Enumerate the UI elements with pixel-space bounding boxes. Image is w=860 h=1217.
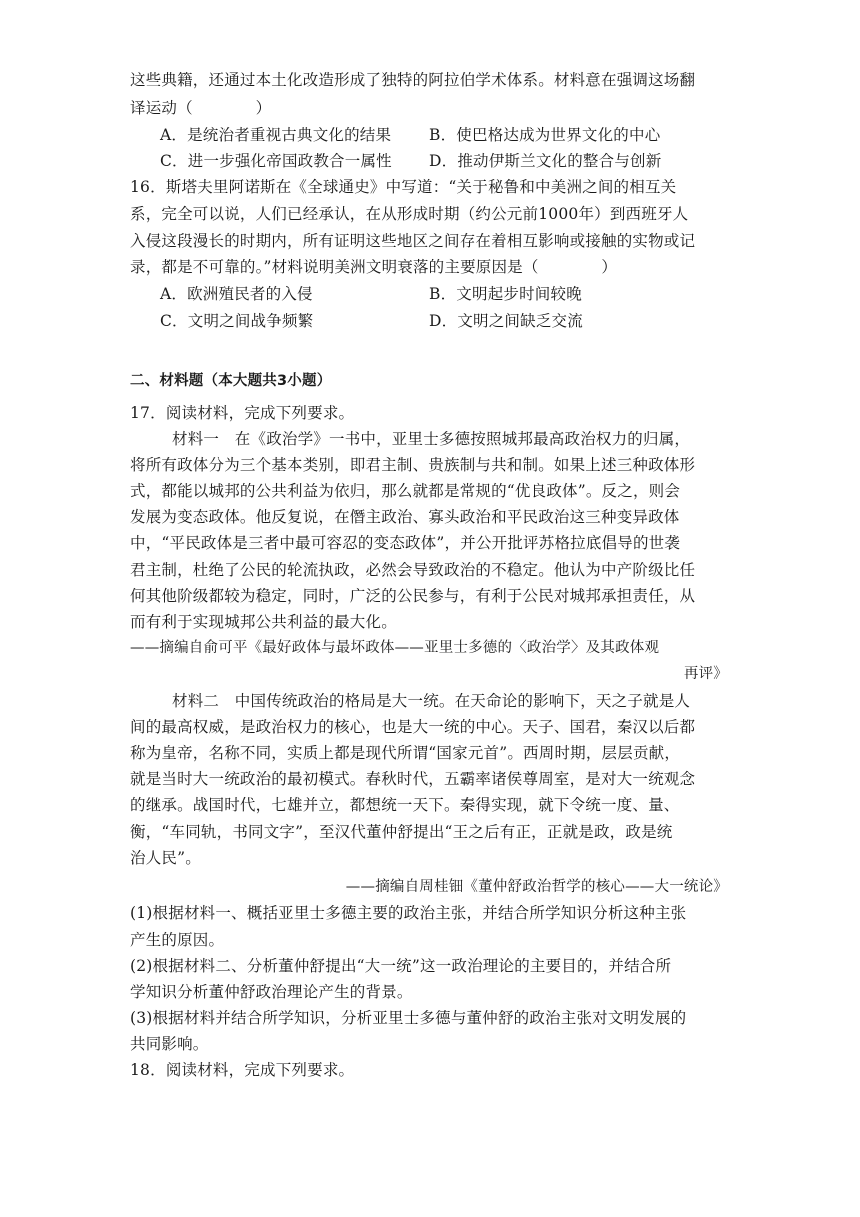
q15-option-a: A．是统治者重视古典文化的结果	[160, 126, 392, 144]
q16-option-b: B．文明起步时间较晚	[429, 285, 582, 303]
material-one-line: 将所有政体分为三个基本类别，即君主制、贵族制与共和制。如果上述三种政体形	[130, 456, 696, 474]
material-two-line: 间的最高权威，是政治权力的核心，也是大一统的中心。天子、国君，秦汉以后都	[130, 718, 696, 736]
material-one-line: 发展为变态政体。他反复说，在僭主政治、寡头政治和平民政治这三种变异政体	[130, 508, 680, 526]
material-two-line: 就是当时大一统政治的最初模式。春秋时代，五霸率诸侯尊周室，是对大一统观念	[130, 770, 696, 788]
section-heading: 二、材料题（本大题共3小题）	[130, 373, 332, 389]
q15-option-d: D．推动伊斯兰文化的整合与创新	[429, 152, 662, 170]
q15-text-line: 译运动（ ）	[130, 99, 272, 117]
material-one-line: 何其他阶级都较为稳定，同时，广泛的公民参与，有利于公民对城邦承担责任，从	[130, 587, 696, 605]
material-one-line: 式，都能以城邦的公共利益为依归，那么就都是常规的“优良政体”。反之，则会	[130, 482, 681, 500]
material-two-line: 衡，“车同轨，书同文字”，至汉代董仲舒提出“王之后有正，正就是政，政是统	[130, 823, 673, 841]
q15-text-line: 这些典籍，还通过本土化改造形成了独特的阿拉伯学术体系。材料意在强调这场翻	[130, 71, 696, 89]
q17-sub-question: (1)根据材料一、概括亚里士多德主要的政治主张，并结合所学知识分析这种主张	[130, 904, 687, 922]
material-one-source: 再评》	[683, 666, 728, 682]
material-one-line: 中，“平民政体是三者中最可容忍的变态政体”，并公开批评苏格拉底倡导的世袭	[130, 534, 681, 552]
q15-option-b: B．使巴格达成为世界文化的中心	[429, 126, 661, 144]
material-one-line: 材料一 在《政治学》一书中，亚里士多德按照城邦最高政治权力的归属，	[172, 430, 691, 448]
q16-text-line: 入侵这段漫长的时期内，所有证明这些地区之间存在着相互影响或接触的实物或记	[130, 232, 696, 250]
q16-option-a: A．欧洲殖民者的入侵	[160, 285, 313, 303]
q16-text-line: 录，都是不可靠的。”材料说明美洲文明衰落的主要原因是（ ）	[130, 258, 618, 276]
material-one-source: ——摘编自俞可平《最好政体与最坏政体——亚里士多德的〈政治学〉及其政体观	[130, 640, 660, 656]
q17-sub-question: (3)根据材料并结合所学知识，分析亚里士多德与董仲舒的政治主张对文明发展的	[130, 1009, 687, 1027]
q15-option-c: C．进一步强化帝国政教合一属性	[160, 152, 392, 170]
q16-option-c: C．文明之间战争频繁	[160, 312, 314, 330]
q17-sub-question: 产生的原因。	[130, 931, 225, 949]
material-one-line: 君主制，杜绝了公民的轮流执政，必然会导致政治的不稳定。他认为中产阶级比任	[130, 561, 696, 579]
q16-text-line: 系，完全可以说，人们已经承认，在从形成时期（约公元前1000年）到西班牙人	[130, 205, 689, 223]
material-two-line: 的继承。战国时代，七雄并立，都想统一天下。秦得实现，就下令统一度、量、	[130, 796, 680, 814]
material-two-line: 治人民”。	[130, 849, 201, 867]
material-two-source: ——摘编自周桂钿《董仲舒政治哲学的核心——大一统论》	[345, 879, 728, 895]
q17-intro: 17．阅读材料，完成下列要求。	[130, 404, 355, 422]
material-one-line: 而有利于实现城邦公共利益的最大化。	[130, 613, 397, 631]
q18-intro: 18．阅读材料，完成下列要求。	[130, 1061, 355, 1079]
material-two-line: 材料二 中国传统政治的格局是大一统。在天命论的影响下，天之子就是人	[172, 692, 691, 710]
q16-option-d: D．文明之间缺乏交流	[429, 312, 583, 330]
q17-sub-question: (2)根据材料二、分析董仲舒提出“大一统”这一政治理论的主要目的，并结合所	[130, 957, 672, 975]
q17-sub-question: 共同影响。	[130, 1035, 209, 1053]
q17-sub-question: 学知识分析董仲舒政治理论产生的背景。	[130, 983, 413, 1001]
material-two-line: 称为皇帝，名称不同，实质上都是现代所谓“国家元首”。西周时期，层层贡献，	[130, 744, 681, 762]
q16-text-line: 16．斯塔夫里阿诺斯在《全球通史》中写道：“关于秘鲁和中美洲之间的相互关	[130, 178, 677, 196]
